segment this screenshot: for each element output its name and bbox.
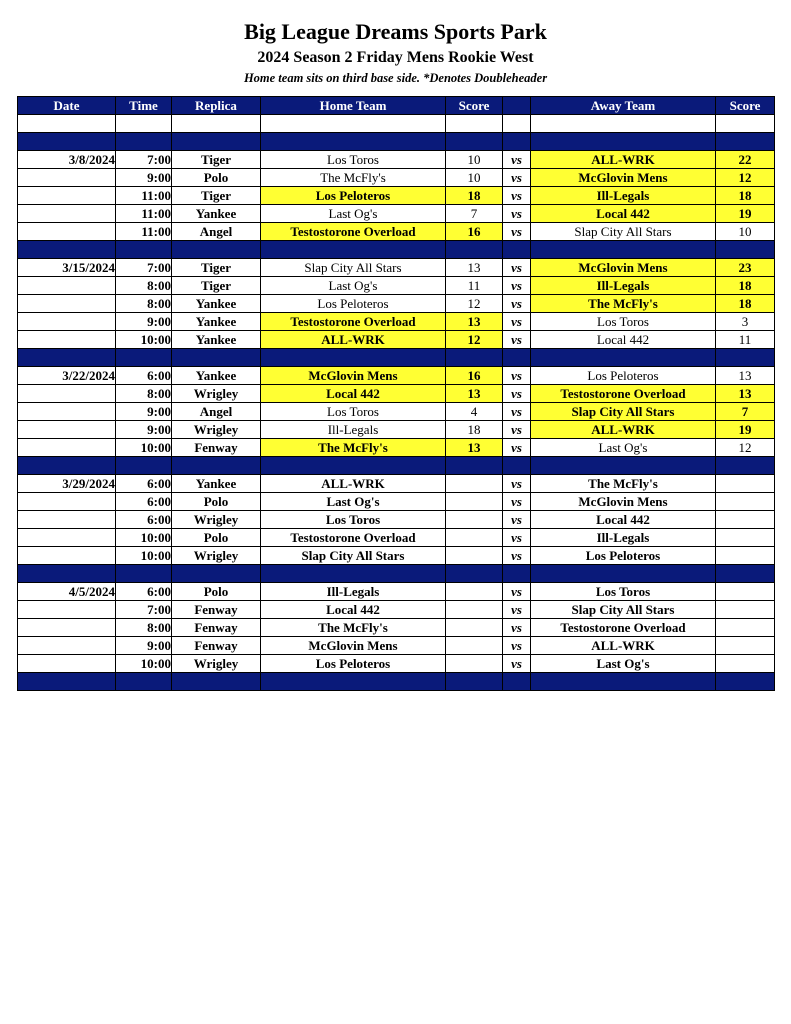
game-row [18, 367, 775, 385]
game-time: 6:00 [116, 511, 172, 529]
game-row [18, 421, 775, 439]
home-team: McGlovin Mens [261, 637, 446, 655]
game-row [18, 151, 775, 169]
away-team: ALL-WRK [531, 421, 716, 439]
game-date [18, 529, 116, 547]
column-header-away-team: Away Team [531, 97, 716, 115]
column-header-vs [503, 97, 531, 115]
home-team: Testostorone Overload [261, 313, 446, 331]
home-score: 16 [446, 223, 503, 241]
vs-label: vs [503, 619, 531, 637]
vs-label: vs [503, 151, 531, 169]
field-replica: Yankee [172, 367, 261, 385]
away-team: Slap City All Stars [531, 601, 716, 619]
away-team: Local 442 [531, 205, 716, 223]
page-title: Big League Dreams Sports Park [244, 19, 547, 44]
home-team: ALL-WRK [261, 331, 446, 349]
away-team: ALL-WRK [531, 151, 716, 169]
field-replica: Wrigley [172, 547, 261, 565]
home-score: 10 [446, 151, 503, 169]
away-team: Ill-Legals [531, 187, 716, 205]
home-score: 4 [446, 403, 503, 421]
away-team: Testostorone Overload [531, 385, 716, 403]
game-row [18, 187, 775, 205]
home-team: The McFly's [261, 439, 446, 457]
away-team: Slap City All Stars [531, 403, 716, 421]
game-date [18, 511, 116, 529]
vs-label: vs [503, 601, 531, 619]
field-replica: Polo [172, 529, 261, 547]
home-score: 7 [446, 205, 503, 223]
game-row [18, 259, 775, 277]
game-time: 7:00 [116, 259, 172, 277]
game-time: 10:00 [116, 529, 172, 547]
home-team: Los Peloteros [261, 187, 446, 205]
vs-label: vs [503, 277, 531, 295]
game-time: 6:00 [116, 583, 172, 601]
schedule-body [18, 115, 775, 691]
game-date [18, 547, 116, 565]
game-time: 11:00 [116, 205, 172, 223]
vs-label: vs [503, 259, 531, 277]
away-score [716, 475, 775, 493]
game-date: 3/29/2024 [18, 475, 116, 493]
game-date [18, 331, 116, 349]
home-team: Ill-Legals [261, 583, 446, 601]
field-replica: Wrigley [172, 655, 261, 673]
away-team: Local 442 [531, 511, 716, 529]
away-score [716, 493, 775, 511]
field-replica: Fenway [172, 619, 261, 637]
vs-label: vs [503, 223, 531, 241]
home-team: The McFly's [261, 619, 446, 637]
week-separator [18, 457, 775, 475]
game-date: 3/15/2024 [18, 259, 116, 277]
away-team: McGlovin Mens [531, 493, 716, 511]
game-date [18, 403, 116, 421]
home-score [446, 529, 503, 547]
vs-label: vs [503, 403, 531, 421]
column-header-replica: Replica [172, 97, 261, 115]
header-row [18, 97, 775, 115]
week-separator [18, 673, 775, 691]
vs-label: vs [503, 169, 531, 187]
away-score: 10 [716, 223, 775, 241]
home-score [446, 511, 503, 529]
home-score [446, 655, 503, 673]
page-note: Home team sits on third base side. *Denotes Doubleheader [243, 71, 548, 85]
vs-label: vs [503, 385, 531, 403]
vs-label: vs [503, 421, 531, 439]
field-replica: Yankee [172, 475, 261, 493]
game-row [18, 277, 775, 295]
home-score [446, 583, 503, 601]
field-replica: Polo [172, 583, 261, 601]
game-row [18, 655, 775, 673]
game-time: 8:00 [116, 277, 172, 295]
game-row [18, 637, 775, 655]
away-score [716, 547, 775, 565]
home-team: ALL-WRK [261, 475, 446, 493]
away-team: Local 442 [531, 331, 716, 349]
game-time: 10:00 [116, 331, 172, 349]
game-row [18, 223, 775, 241]
page-subtitle: 2024 Season 2 Friday Mens Rookie West [257, 49, 534, 66]
away-score: 18 [716, 295, 775, 313]
game-time: 10:00 [116, 547, 172, 565]
game-row [18, 511, 775, 529]
field-replica: Yankee [172, 331, 261, 349]
game-date [18, 313, 116, 331]
away-team: Los Peloteros [531, 547, 716, 565]
game-row [18, 619, 775, 637]
home-score: 12 [446, 295, 503, 313]
game-row [18, 169, 775, 187]
home-team: Slap City All Stars [261, 259, 446, 277]
field-replica: Tiger [172, 259, 261, 277]
game-row [18, 385, 775, 403]
home-team: Los Toros [261, 151, 446, 169]
home-score: 13 [446, 313, 503, 331]
game-date [18, 187, 116, 205]
away-team: Los Peloteros [531, 367, 716, 385]
game-date [18, 169, 116, 187]
game-row [18, 439, 775, 457]
game-time: 8:00 [116, 385, 172, 403]
home-score: 18 [446, 421, 503, 439]
vs-label: vs [503, 187, 531, 205]
away-score [716, 529, 775, 547]
column-header-time: Time [116, 97, 172, 115]
vs-label: vs [503, 331, 531, 349]
away-score: 13 [716, 385, 775, 403]
field-replica: Yankee [172, 313, 261, 331]
field-replica: Yankee [172, 205, 261, 223]
away-team: Los Toros [531, 313, 716, 331]
game-date: 3/8/2024 [18, 151, 116, 169]
game-row [18, 475, 775, 493]
game-date [18, 439, 116, 457]
game-date [18, 655, 116, 673]
home-team: Last Og's [261, 493, 446, 511]
game-time: 10:00 [116, 439, 172, 457]
game-row [18, 493, 775, 511]
home-team: Local 442 [261, 601, 446, 619]
vs-label: vs [503, 313, 531, 331]
vs-label: vs [503, 295, 531, 313]
game-date [18, 421, 116, 439]
vs-label: vs [503, 205, 531, 223]
home-score [446, 493, 503, 511]
home-team: Los Peloteros [261, 295, 446, 313]
game-time: 6:00 [116, 493, 172, 511]
field-replica: Tiger [172, 187, 261, 205]
game-time: 11:00 [116, 223, 172, 241]
away-score: 19 [716, 205, 775, 223]
home-team: The McFly's [261, 169, 446, 187]
game-date [18, 295, 116, 313]
away-team: The McFly's [531, 295, 716, 313]
away-team: ALL-WRK [531, 637, 716, 655]
away-score: 23 [716, 259, 775, 277]
game-time: 8:00 [116, 295, 172, 313]
home-team: McGlovin Mens [261, 367, 446, 385]
field-replica: Fenway [172, 439, 261, 457]
game-time: 7:00 [116, 601, 172, 619]
game-time: 6:00 [116, 475, 172, 493]
game-time: 9:00 [116, 169, 172, 187]
game-time: 7:00 [116, 151, 172, 169]
field-replica: Angel [172, 223, 261, 241]
blank-row [18, 115, 775, 133]
week-separator [18, 133, 775, 151]
game-date: 4/5/2024 [18, 583, 116, 601]
column-header-home-team: Home Team [261, 97, 446, 115]
home-score [446, 601, 503, 619]
away-team: Last Og's [531, 439, 716, 457]
game-date [18, 277, 116, 295]
field-replica: Wrigley [172, 421, 261, 439]
field-replica: Fenway [172, 637, 261, 655]
column-header-date: Date [18, 97, 116, 115]
game-row [18, 295, 775, 313]
game-date [18, 223, 116, 241]
field-replica: Wrigley [172, 385, 261, 403]
field-replica: Tiger [172, 151, 261, 169]
game-date [18, 619, 116, 637]
vs-label: vs [503, 637, 531, 655]
home-score [446, 619, 503, 637]
home-score: 18 [446, 187, 503, 205]
away-score: 3 [716, 313, 775, 331]
game-time: 10:00 [116, 655, 172, 673]
home-team: Testostorone Overload [261, 529, 446, 547]
vs-label: vs [503, 511, 531, 529]
home-score: 12 [446, 331, 503, 349]
game-date [18, 601, 116, 619]
week-separator [18, 241, 775, 259]
game-date [18, 385, 116, 403]
away-score [716, 655, 775, 673]
away-team: The McFly's [531, 475, 716, 493]
vs-label: vs [503, 475, 531, 493]
game-row [18, 583, 775, 601]
away-score [716, 511, 775, 529]
game-date [18, 493, 116, 511]
away-team: Last Og's [531, 655, 716, 673]
game-time: 6:00 [116, 367, 172, 385]
game-row [18, 403, 775, 421]
game-row [18, 331, 775, 349]
week-separator [18, 565, 775, 583]
field-replica: Yankee [172, 295, 261, 313]
home-team: Local 442 [261, 385, 446, 403]
home-team: Last Og's [261, 277, 446, 295]
vs-label: vs [503, 493, 531, 511]
home-score: 13 [446, 259, 503, 277]
game-time: 9:00 [116, 637, 172, 655]
away-team: Slap City All Stars [531, 223, 716, 241]
home-score: 13 [446, 439, 503, 457]
away-team: McGlovin Mens [531, 169, 716, 187]
field-replica: Polo [172, 493, 261, 511]
game-date [18, 637, 116, 655]
vs-label: vs [503, 529, 531, 547]
away-score: 19 [716, 421, 775, 439]
home-team: Los Toros [261, 511, 446, 529]
game-row [18, 547, 775, 565]
vs-label: vs [503, 367, 531, 385]
away-score: 7 [716, 403, 775, 421]
away-team: McGlovin Mens [531, 259, 716, 277]
away-team: Testostorone Overload [531, 619, 716, 637]
away-score [716, 601, 775, 619]
home-team: Los Peloteros [261, 655, 446, 673]
away-score: 18 [716, 277, 775, 295]
game-date: 3/22/2024 [18, 367, 116, 385]
away-team: Ill-Legals [531, 277, 716, 295]
home-score [446, 547, 503, 565]
vs-label: vs [503, 655, 531, 673]
away-score: 12 [716, 169, 775, 187]
vs-label: vs [503, 439, 531, 457]
vs-label: vs [503, 583, 531, 601]
home-score: 10 [446, 169, 503, 187]
home-score [446, 475, 503, 493]
away-team: Los Toros [531, 583, 716, 601]
away-team: Ill-Legals [531, 529, 716, 547]
game-row [18, 529, 775, 547]
document-header [0, 18, 791, 86]
schedule-table [17, 96, 775, 691]
game-date [18, 205, 116, 223]
vs-label: vs [503, 547, 531, 565]
game-row [18, 205, 775, 223]
field-replica: Angel [172, 403, 261, 421]
game-time: 8:00 [116, 619, 172, 637]
home-score [446, 637, 503, 655]
home-team: Slap City All Stars [261, 547, 446, 565]
away-score [716, 583, 775, 601]
away-score: 13 [716, 367, 775, 385]
home-score: 11 [446, 277, 503, 295]
game-time: 9:00 [116, 421, 172, 439]
home-team: Ill-Legals [261, 421, 446, 439]
away-score: 22 [716, 151, 775, 169]
field-replica: Polo [172, 169, 261, 187]
column-header-away-score: Score [716, 97, 775, 115]
home-score: 16 [446, 367, 503, 385]
game-time: 11:00 [116, 187, 172, 205]
home-team: Last Og's [261, 205, 446, 223]
game-time: 9:00 [116, 403, 172, 421]
game-row [18, 313, 775, 331]
away-score: 18 [716, 187, 775, 205]
away-score: 12 [716, 439, 775, 457]
away-score: 11 [716, 331, 775, 349]
field-replica: Wrigley [172, 511, 261, 529]
game-time: 9:00 [116, 313, 172, 331]
field-replica: Tiger [172, 277, 261, 295]
field-replica: Fenway [172, 601, 261, 619]
column-header-home-score: Score [446, 97, 503, 115]
away-score [716, 637, 775, 655]
home-team: Los Toros [261, 403, 446, 421]
home-score: 13 [446, 385, 503, 403]
game-row [18, 601, 775, 619]
away-score [716, 619, 775, 637]
home-team: Testostorone Overload [261, 223, 446, 241]
week-separator [18, 349, 775, 367]
